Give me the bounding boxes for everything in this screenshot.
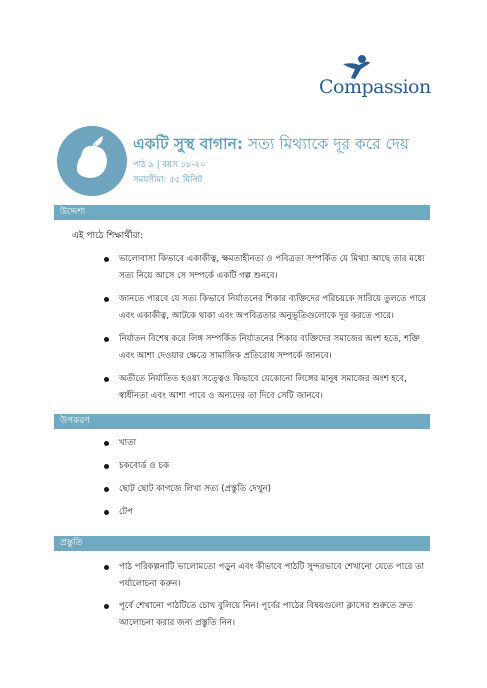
list-item (104, 371, 430, 405)
list-item (104, 559, 430, 593)
list-item (104, 458, 430, 475)
compassion-logo (319, 54, 434, 100)
list-item-text: চকবোর্ড ও চক (119, 461, 170, 471)
lesson-title-highlight: একটি সুস্থ বাগান: (133, 135, 244, 153)
materials-heading: উপকরণ (54, 414, 430, 429)
materials-list (104, 435, 430, 521)
list-item (104, 481, 430, 498)
lesson-duration: সময়সীমা: ৫৫ মিনিট (133, 175, 203, 185)
list-item-text: ভালোবাসা কিভাবে একাকীত্ব, ক্ষমতাহীনতা ও পবিত্রতা সম্পর্কিত যে মিথ্যা আছে তার মধ্যে সত্য নিয়ে আসে সে সম্পর্কে একটি গল্প শুনবে। (119, 254, 425, 281)
preparation-heading: প্রস্তুতি (54, 536, 430, 551)
bullet (104, 565, 109, 570)
bullet (104, 337, 109, 342)
list-item-text: পাঠ পরিকল্পনাটি ভালোমতো পড়ুন এবং কীভাবে পাঠটি সুন্দরভাবে শেখানো যেতে পারে তা পর্যালোচনা করুন। (119, 562, 425, 589)
brand-name: Compassion (319, 76, 431, 98)
preparation-list (104, 559, 430, 632)
objectives-heading: উদ্দেশ্য (54, 205, 430, 220)
bullet (104, 297, 109, 302)
objectives-list (104, 251, 430, 405)
bullet (104, 604, 109, 609)
bullet (104, 441, 109, 446)
list-item (104, 435, 430, 452)
list-item-text: খাতা (119, 438, 137, 448)
list-item (104, 291, 430, 325)
list-item (104, 331, 430, 365)
objectives-intro: এই পাঠে শিক্ষার্থীরা: (72, 231, 144, 241)
bullet (104, 377, 109, 382)
bullet (104, 464, 109, 469)
mango-icon (57, 126, 127, 196)
list-item-text: পূর্বে শেখানো পাঠটিতে চোখ বুলিয়ে নিন। পূর্বের পাঠের বিষয়গুলো ক্লাসের শুরুতে দ্রুত আলোচনা করার জন্য প্রস্তুতি নিন। (119, 601, 413, 628)
list-item-text: নির্যাতন বিশেষ করে লিঙ্গ সম্পর্কিত নির্যাতনের শিকার ব্যক্তিদের সমাজের অংশ হতে, শক্তি এবং আশা দেওয়ার ক্ষেত্রে সামাজিক প্রতিরোধ সম্পর্কে জানবে। (119, 334, 420, 361)
bullet (104, 257, 109, 262)
list-item-text: টেপ (119, 507, 134, 517)
bullet (104, 487, 109, 492)
bullet (104, 510, 109, 515)
list-item-text: ছোট ছোট কাগজে লিখা সত্য (প্রস্তুতি দেখুন) (119, 484, 272, 494)
list-item (104, 251, 430, 285)
lesson-meta: পাঠ ৯ | বয়স ১৮-২০ (133, 160, 206, 170)
lesson-title (133, 132, 409, 158)
lesson-title-rest: সত্য মিথ্যাকে দূর করে দেয় (243, 135, 410, 153)
list-item-text: অতীতে নির্যাতিত হওয়া সত্ত্বেও কিভাবে যেকোনো লিঙ্গের মানুষ সমাজের অংশ হবে, স্বাধীনতা এবং আশা পাবে ও অন্যদের তা দিবে সেটি জানবে। (119, 374, 407, 401)
list-item (104, 598, 430, 632)
list-item-text: জানতে পারবে যে সত্য কিভাবে নির্যাতনের শিকার ব্যক্তিদের পরিচয়কে সারিয়ে তুলতে পারে এবং একাকীত্ব, আটকে থাকা এবং অপবিত্রতার অনুভূতিগুলোকে দূর করতে পারে। (119, 294, 426, 321)
list-item (104, 504, 430, 521)
